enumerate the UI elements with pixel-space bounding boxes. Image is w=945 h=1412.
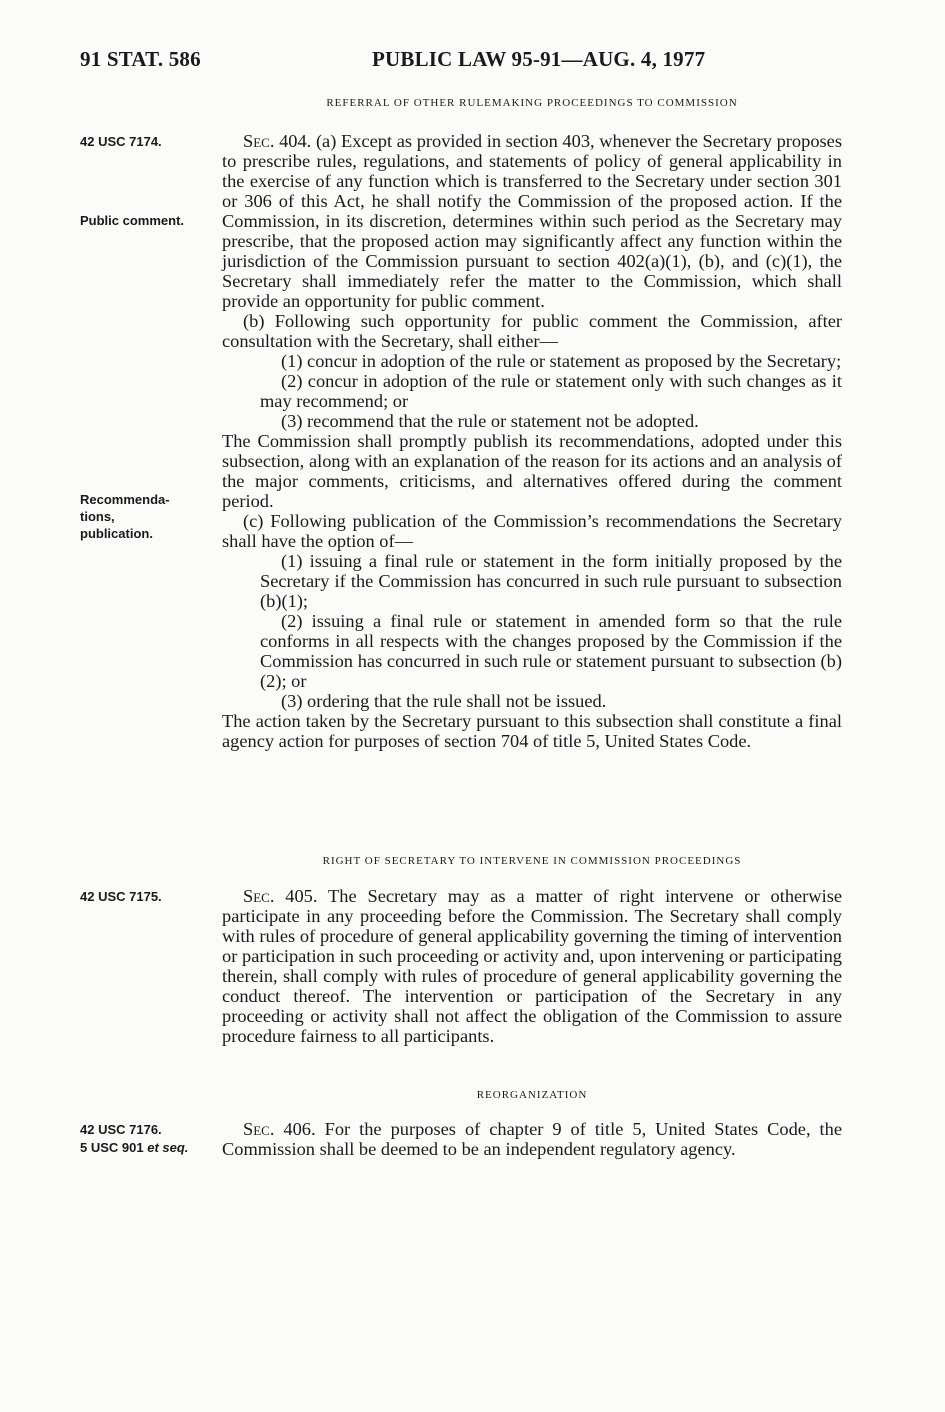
section-404-body (222, 131, 842, 751)
margin-note-usc-7176: 42 USC 7176. (80, 1122, 162, 1137)
et-seq: et seq. (147, 1140, 189, 1155)
section-404-para-c: (c) Following publication of the Commission’s recommendations the Secretary shall have the option of— (222, 511, 842, 551)
section-405-label: Sec. 405. (243, 886, 318, 906)
section-404-c3: (3) ordering that the rule shall not be issued. (281, 691, 607, 711)
margin-note-usc-7174: 42 USC 7174. (80, 134, 162, 149)
margin-note-usc-7175: 42 USC 7175. (80, 889, 162, 904)
page-stat-number: 91 STAT. 586 (80, 47, 201, 71)
section-404-c2: (2) issuing a final rule or statement in amended form so that the rule conforms in all respects with the changes proposed by the Commission if the Commission has concurred in such rule or statement pursuant to subsection (b)(2); or (260, 611, 842, 691)
section-404-b1: (1) concur in adoption of the rule or statement as proposed by the Secretary; (281, 351, 842, 371)
running-header: PUBLIC LAW 95-91—AUG. 4, 1977 (372, 47, 706, 71)
section-406-para: Sec. 406. For the purposes of chapter 9 of title 5, United States Code, the Commission shall be deemed to be an independent regulatory agency. (222, 1119, 842, 1159)
section-404-b2: (2) concur in adoption of the rule or statement only with such changes as it may recommend; or (260, 371, 842, 411)
margin-note-5-usc-901: 5 USC 901 et seq. (80, 1140, 189, 1155)
section-405-heading: RIGHT OF SECRETARY TO INTERVENE IN COMMISSION PROCEEDINGS (322, 855, 742, 867)
section-404-para-b: (b) Following such opportunity for public comment the Commission, after consultation with the Secretary, shall either— (222, 311, 842, 351)
section-405-body (222, 886, 842, 1046)
section-404-para-a: Sec. 404. (a) Except as provided in section 403, whenever the Secretary proposes to prescribe rules, regulations, and statements of policy of general applicability in the exercise of any function which is transferred to the Secretary under section 301 or 306 of this Act, he shall notify the Commission of the proposed action. If the Commission, in its discretion, determines within such period as the Secretary may prescribe, that the proposed action may significantly affect any function within the jurisdiction of the Commission pursuant to section 402(a)(1), (b), and (c)(1), the Secretary shall immediately refer the matter to the Commission, which shall provide an opportunity for public comment. (222, 131, 842, 311)
section-404-c1: (1) issuing a final rule or statement in the form initially proposed by the Secretary if the Commission has concurred in such rule pursuant to subsection (b)(1); (260, 551, 842, 611)
section-406-heading: REORGANIZATION (476, 1089, 588, 1101)
section-405-para: Sec. 405. The Secretary may as a matter of right intervene or otherwise participate in any proceeding before the Commission. The Secretary shall comply with rules of procedure of general applicability governing the timing of intervention or participation in such proceeding or activity and, upon intervening or participating therein, shall comply with rules of procedure of general applicability governing the conduct thereof. The intervention or participation of the Secretary in any proceeding or activity shall not affect the obligation of the Commission to assure procedure fairness to all participants. (222, 886, 843, 1046)
section-404-heading: REFERRAL OF OTHER RULEMAKING PROCEEDINGS TO COMMISSION (326, 97, 738, 109)
section-404-b-tail: The Commission shall promptly publish its recommendations, adopted under this subsection, along with an explanation of the reason for its actions and an analysis of the major comments, criticisms, and alternatives offered during the comment period. (222, 431, 842, 511)
section-404-b3: (3) recommend that the rule or statement not be adopted. (281, 411, 699, 431)
margin-note-public-comment: Public comment. (80, 213, 185, 228)
margin-note-recommendations: Recommenda- tions, publication. (80, 492, 170, 541)
section-406-body (222, 1119, 842, 1159)
section-404-c-tail: The action taken by the Secretary pursuant to this subsection shall constitute a final agency action for purposes of section 704 of title 5, United States Code. (222, 711, 842, 751)
section-404-label: Sec. 404. (243, 131, 312, 151)
section-406-label: Sec. 406. (243, 1119, 316, 1139)
